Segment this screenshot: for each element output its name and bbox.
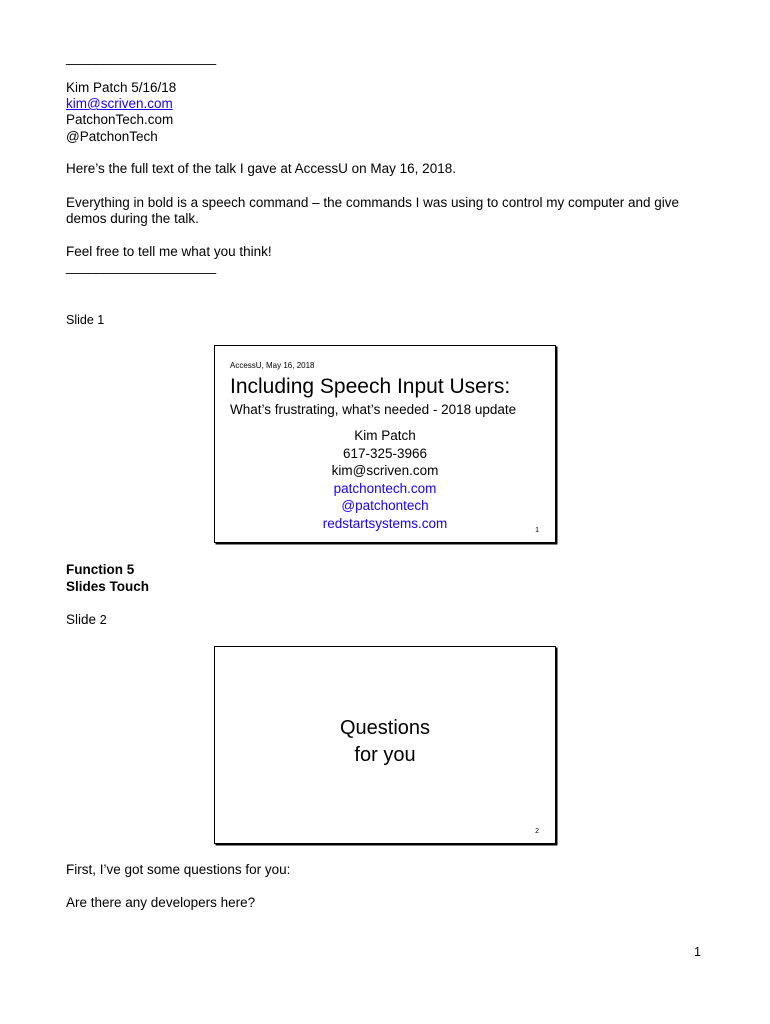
slide-1-name: Kim Patch (354, 428, 416, 443)
slide-1-link-redstart: redstartsystems.com (322, 516, 448, 531)
intro-paragraph: Here’s the full text of the talk I gave at AccessU on May 16, 2018. (66, 161, 456, 176)
slide-1-event: AccessU, May 16, 2018 (230, 361, 315, 370)
slide-1-label: Slide 1 (66, 313, 105, 327)
slide-2-label (66, 611, 107, 629)
speech-command-2: Slides Touch (66, 579, 150, 594)
slide-1-thumbnail (214, 345, 556, 543)
website-text: PatchonTech.com (66, 112, 174, 127)
slide-1-title: Including Speech Input Users: (230, 375, 511, 398)
bold-explanation-line1: Everything in bold is a speech command – the commands I was using to control my computer and give (66, 195, 680, 210)
slide-2-number: 2 (535, 828, 539, 835)
slide-1-subtitle: What’s frustrating, what’s needed - 2018 update (230, 402, 517, 417)
separator-rule-bottom: ____________________ (66, 259, 217, 274)
email-link[interactable]: kim@scriven.com (66, 96, 173, 111)
slide-2-thumbnail (214, 646, 556, 844)
twitter-handle: @PatchonTech (66, 129, 158, 144)
slide-1-link-patchontech: patchontech.com (333, 481, 437, 496)
slide-1-phone: 617-325-3966 (342, 446, 428, 461)
slide-1-link-twitter: @patchontech (341, 498, 429, 513)
speech-command-1: Function 5 (66, 562, 135, 577)
slide-2-line1: Questions (339, 717, 431, 739)
author-date: Kim Patch 5/16/18 (66, 80, 177, 95)
slide-2-label-number: 2 (99, 613, 107, 627)
separator-rule-top: ____________________ (66, 50, 217, 65)
slide-1-email: kim@scriven.com (331, 463, 439, 478)
body-paragraph-1: First, I’ve got some questions for you: (66, 862, 291, 877)
bold-explanation-line2: demos during the talk. (66, 211, 199, 226)
slide-2-label-prefix: Slide (66, 612, 100, 627)
slide-1-number: 1 (535, 527, 539, 534)
slide-2-line2: for you (354, 744, 416, 766)
body-paragraph-2: Are there any developers here? (66, 895, 256, 910)
feedback-invite: Feel free to tell me what you think! (66, 244, 272, 259)
page-number: 1 (694, 945, 701, 959)
